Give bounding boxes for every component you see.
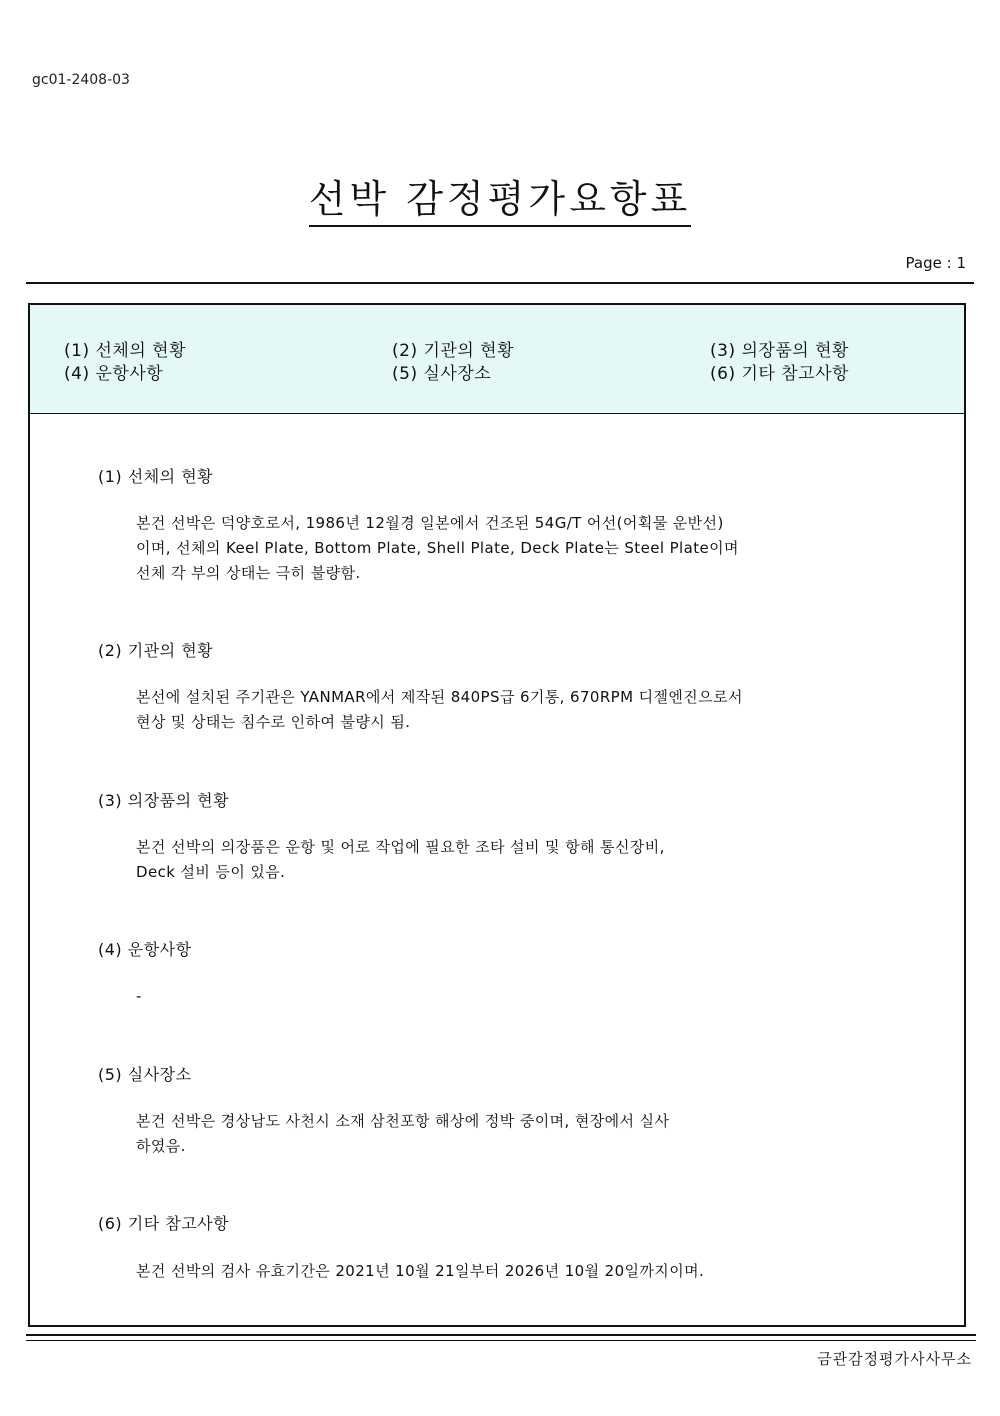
body-line: 본건 선박은 경상남도 사천시 소재 삼천포항 해상에 정박 중이며, 현장에서 실사 xyxy=(136,1112,670,1130)
toc-item-hull: (1) 선체의 현황 xyxy=(64,341,186,361)
body-line: 본선에 설치된 주기관은 YANMAR에서 제작된 840PS급 6기통, 670RPM 디젤엔진으로서 xyxy=(136,688,743,706)
toc-item-equipment: (3) 의장품의 현황 xyxy=(710,341,849,361)
section-body-equipment xyxy=(136,835,916,885)
section-heading-operation: (4) 운항사항 xyxy=(98,940,192,959)
section-body-engine xyxy=(136,685,916,735)
body-line: 하였음. xyxy=(136,1137,186,1155)
table-of-contents xyxy=(30,305,964,414)
body-line: 선체 각 부의 상태는 극히 불량함. xyxy=(136,564,361,582)
document-id: gc01-2408-03 xyxy=(32,72,130,88)
section-body-hull xyxy=(136,511,916,586)
section-body-inspection-site xyxy=(136,1109,916,1159)
toc-item-engine: (2) 기관의 현황 xyxy=(392,341,514,361)
section-heading-equipment: (3) 의장품의 현황 xyxy=(98,791,230,810)
body-line: 본건 선박은 덕양호로서, 1986년 12월경 일본에서 건조된 54G/T 어선(어획물 운반선) xyxy=(136,514,724,532)
content-frame xyxy=(28,303,966,1327)
section-body-other-notes xyxy=(136,1259,916,1284)
body-line: 이며, 선체의 Keel Plate, Bottom Plate, Shell Plate, Deck Plate는 Steel Plate이며 xyxy=(136,539,739,557)
bottom-divider-thin xyxy=(26,1340,976,1341)
document-title-text: 선박 감정평가요항표 xyxy=(309,177,691,227)
toc-item-other-notes: (6) 기타 참고사항 xyxy=(710,364,849,384)
section-heading-engine: (2) 기관의 현황 xyxy=(98,641,214,660)
section-heading-inspection-site: (5) 실사장소 xyxy=(98,1065,192,1084)
top-divider xyxy=(26,282,974,284)
page-number: Page : 1 xyxy=(905,254,966,272)
body-line: 현상 및 상태는 침수로 인하여 불량시 됨. xyxy=(136,713,411,731)
document-title xyxy=(0,168,1000,223)
office-name: 금관감정평가사사무소 xyxy=(817,1350,972,1368)
body-line: Deck 설비 등이 있음. xyxy=(136,863,286,881)
section-heading-hull: (1) 선체의 현황 xyxy=(98,467,214,486)
body-line: 본건 선박의 의장품은 운항 및 어로 작업에 필요한 조타 설비 및 항해 통신장비, xyxy=(136,838,665,856)
section-body-operation xyxy=(136,984,916,1009)
toc-item-operation: (4) 운항사항 xyxy=(64,364,164,384)
bottom-divider xyxy=(26,1334,976,1336)
toc-item-inspection-site: (5) 실사장소 xyxy=(392,364,492,384)
section-heading-other-notes: (6) 기타 참고사항 xyxy=(98,1214,230,1233)
body-line: - xyxy=(136,987,142,1005)
body-line: 본건 선박의 검사 유효기간은 2021년 10월 21일부터 2026년 10월 20일까지이며. xyxy=(136,1262,705,1280)
